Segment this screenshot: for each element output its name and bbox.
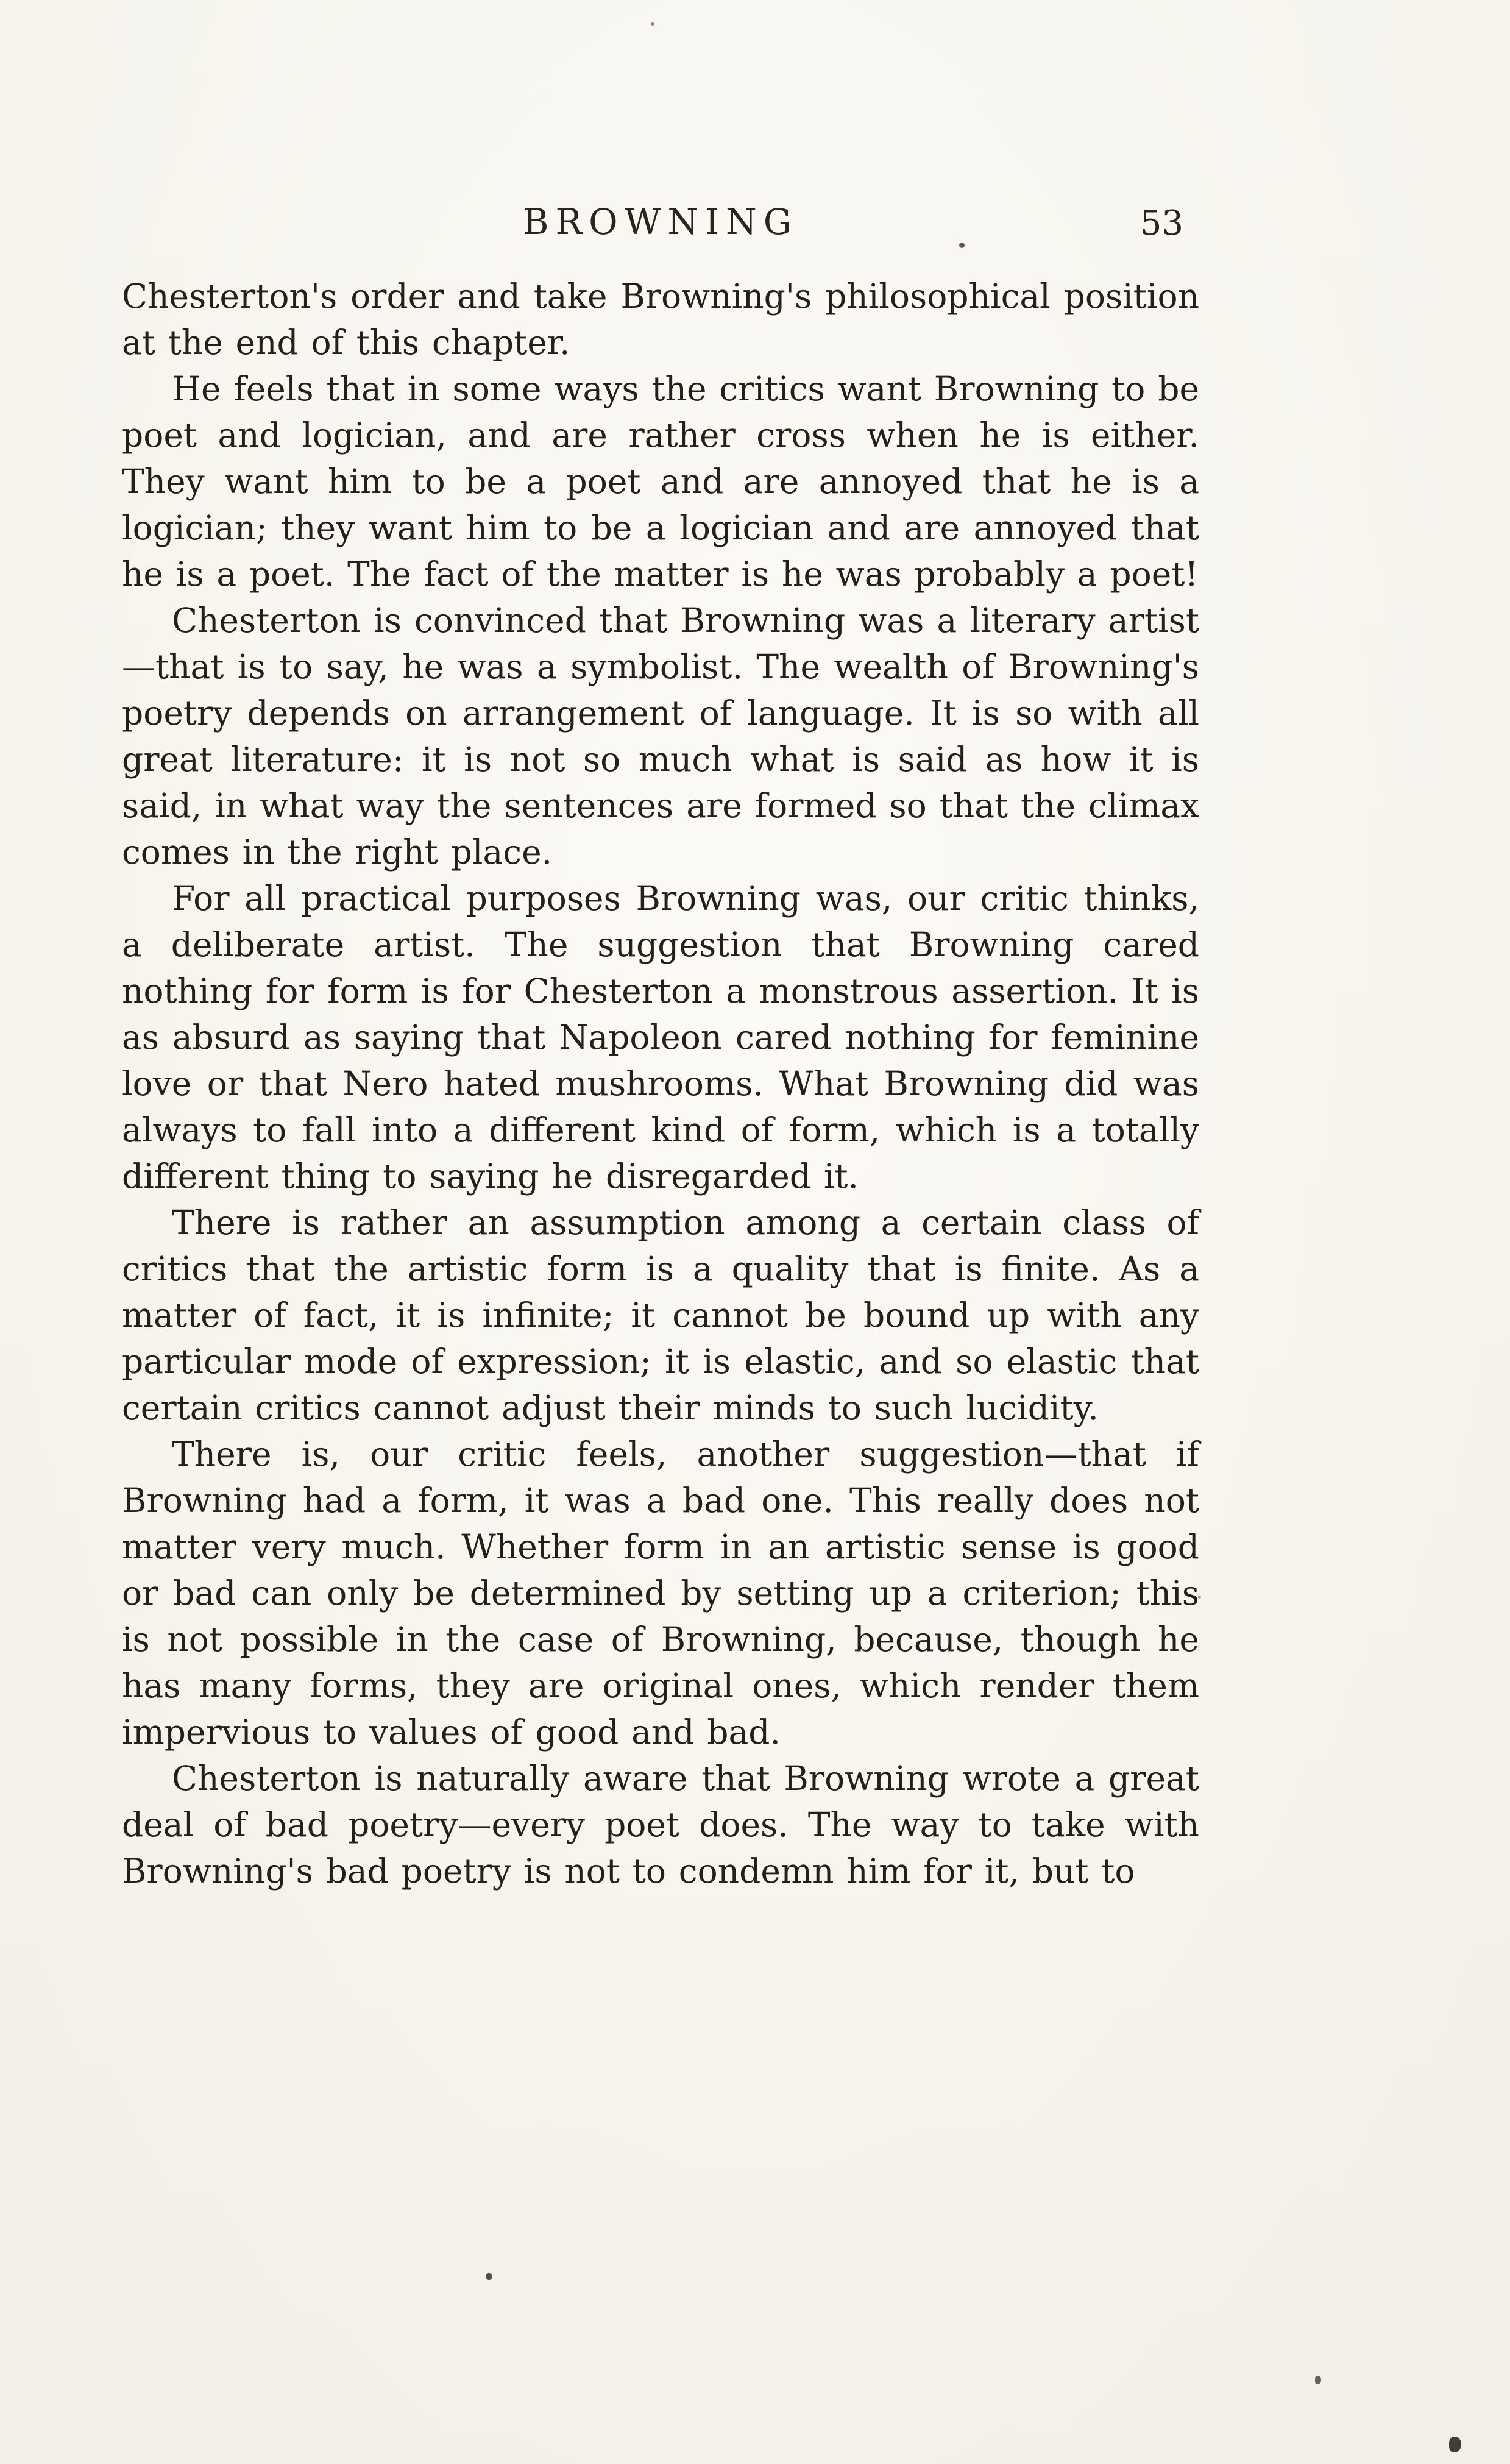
ink-speck [1315,2376,1321,2384]
paragraph: Chesterton's order and take Browning's philosophical position at the end of this chapter. [122,277,1199,362]
paragraph: There is, our critic feels, another suggestion—that if Browning had a form, it was a bad one. This really does not matter very much. Whether form in an artistic sense is good or bad can only be determined by setting up a criterion; this is not possible in the case of Browning, because, though he has many forms, they are original ones, which render them impervious to values of good and bad. [122,1435,1199,1752]
page-header [122,201,1199,250]
ink-speck [1449,2437,1461,2452]
paragraph: Chesterton is convinced that Browning was a literary artist—that is to say, he was a symbolist. The wealth of Browning's poetry depends on arrangement of language. It is so with all great literature: it is not so much what is said as how it is said, in what way the sentences are formed so that the climax comes in the right place. [122,601,1199,872]
ink-speck [486,2273,492,2280]
ink-speck [651,22,654,26]
body-text [122,273,1199,1894]
paragraph: He feels that in some ways the critics want Browning to be poet and logician, and are rather cross when he is either. They want him to be a poet and are annoyed that he is a logician; they want him to be a logician and are annoyed that he is a poet. The fact of the matter is he was probably a poet! [122,369,1199,594]
page-number: 53 [1140,204,1183,243]
ink-speck [959,243,965,248]
paragraph: For all practical purposes Browning was, our critic thinks, a deliberate artist. The suggestion that Browning cared nothing for form is for Chesterton a monstrous assertion. It is as absurd as saying that Napoleon cared nothing for feminine love or that Nero hated mushrooms. What Browning did was always to fall into a different kind of form, which is a totally different thing to saying he disregarded it. [122,879,1199,1196]
running-title: BROWNING [522,201,799,243]
paragraph: Chesterton is naturally aware that Browning wrote a great deal of bad poetry—every poet does. The way to take with Browning's bad poetry is not to condemn him for it, but to [122,1759,1199,1891]
paragraph: There is rather an assumption among a certain class of critics that the artistic form is a quality that is finite. As a matter of fact, it is infinite; it cannot be bound up with any particular mode of expression; it is elastic, and so elastic that certain critics cannot adjust their minds to such lucidity. [122,1203,1199,1427]
ink-speck [1198,1596,1201,1599]
